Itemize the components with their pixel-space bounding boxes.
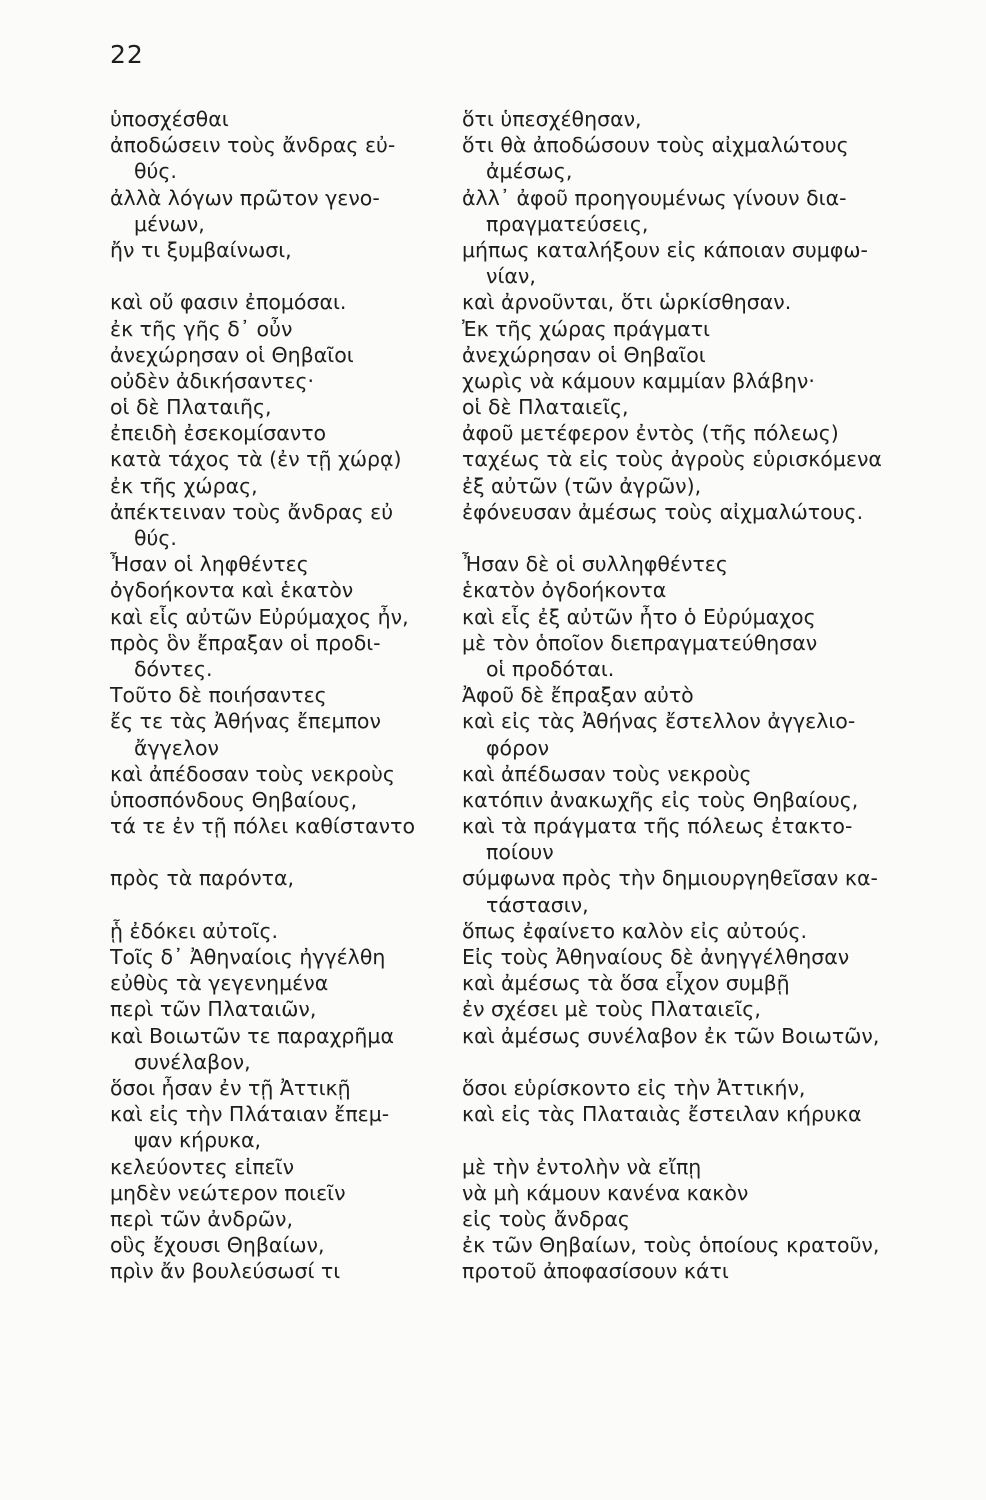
translation-text-line: Εἰς τοὺς Ἀθηναίους δὲ ἀνηγγέλθησαν: [462, 945, 850, 969]
translation-text-line: [462, 525, 962, 551]
translation-text-line: Ἀφοῦ δὲ ἔπραξαν αὐτὸ: [462, 683, 694, 708]
original-text-line: ἤν τι ξυμβαίνωσι,: [110, 237, 292, 262]
translation-text-line: οἱ δὲ Πλαταιεῖς,: [462, 395, 629, 420]
original-text-line: καὶ οὔ φασιν ἐπομόσαι.: [110, 290, 347, 315]
translation-text-line: προτοῦ ἀποφασίσουν κάτι: [462, 1259, 729, 1284]
original-text-line: ὑποσπόνδους Θηβαίους,: [110, 787, 358, 812]
page-number: 22: [110, 40, 144, 69]
original-text-line: πρὶν ἄν βουλεύσωσί τι: [110, 1259, 341, 1284]
original-text-line: ὑποσχέσθαι: [110, 107, 229, 131]
translation-text-line: ἀνεχώρησαν οἱ Θηβαῖοι: [462, 342, 706, 367]
translation-text-line: σύμφωνα πρὸς τὴν δημιουργηθεῖσαν κα-: [462, 866, 878, 891]
original-text-line: μηδὲν νεώτερον ποιεῖν: [110, 1180, 346, 1205]
translation-text-line: [462, 1127, 962, 1153]
original-text-line: ἀποδώσειν τοὺς ἄνδρας εὐ-: [110, 133, 396, 158]
modern-translation-column: [462, 106, 962, 1284]
original-text-line: πρὸς ὃν ἔπραξαν οἱ προδι-: [110, 630, 381, 655]
greek-original-column: [110, 106, 445, 1284]
original-text-line: θύς.: [134, 159, 177, 184]
translation-text-line: Ἦσαν δὲ οἱ συλληφθέντες: [462, 552, 728, 577]
original-text-line: καὶ εἰς τὴν Πλάταιαν ἔπεμ-: [110, 1102, 390, 1127]
translation-text-line: καὶ εἰς τὰς Ἀθήνας ἔστελλον ἀγγελιο-: [462, 709, 856, 734]
original-text-line: ἀλλὰ λόγων πρῶτον γενο-: [110, 185, 380, 210]
original-text-line: κελεύοντες εἰπεῖν: [110, 1154, 295, 1179]
translation-text-line: φόρον: [486, 735, 550, 760]
original-text-line: ᾗ ἐδόκει αὐτοῖς.: [110, 918, 279, 943]
original-text-line: δόντες.: [134, 656, 213, 681]
translation-text-line: ὅπως ἐφαίνετο καλὸν εἰς αὐτούς.: [462, 918, 808, 943]
translation-text-line: Ἐκ τῆς χώρας πράγματι: [462, 316, 710, 341]
original-text-line: ὅσοι ἦσαν ἐν τῇ Ἀττικῇ: [110, 1075, 351, 1100]
original-text-line: ἐκ τῆς γῆς δ᾽ οὖν: [110, 316, 293, 341]
translation-text-line: καὶ εἰς τὰς Πλαταιὰς ἔστειλαν κήρυκα: [462, 1102, 862, 1127]
original-text-line: ψαν κήρυκα,: [134, 1128, 262, 1153]
original-text-line: ἐκ τῆς χώρας,: [110, 473, 258, 498]
translation-text-line: νὰ μὴ κάμουν κανένα κακὸν: [462, 1180, 749, 1205]
original-text-line: ἔς τε τὰς Ἀθήνας ἔπεμπον: [110, 709, 381, 734]
original-text-line: Τοῦτο δὲ ποιήσαντες: [110, 683, 327, 708]
translation-text-line: μὲ τὴν ἐντολὴν νὰ εἴπῃ: [462, 1154, 702, 1179]
original-text-line: κατὰ τάχος τὰ (ἐν τῇ χώρᾳ): [110, 447, 402, 472]
translation-text-line: καὶ ἀμέσως τὰ ὅσα εἶχον συμβῇ: [462, 971, 790, 996]
original-text-line: καὶ ἀπέδοσαν τοὺς νεκροὺς: [110, 761, 395, 786]
translation-text-line: καὶ ἀμέσως συνέλαβον ἐκ τῶν Βοιωτῶν,: [462, 1023, 880, 1048]
original-text-line: εὐθὺς τὰ γεγενημένα: [110, 971, 329, 996]
translation-text-line: οἱ προδόται.: [486, 656, 615, 681]
original-text-line: θύς.: [134, 526, 177, 550]
translation-text-line: κατόπιν ἀνακωχῆς εἰς τοὺς Θηβαίους,: [462, 787, 859, 812]
original-text-line: Ἦσαν οἱ ληφθέντες: [110, 552, 309, 577]
original-text-line: καὶ εἷς αὐτῶν Εὐρύμαχος ἦν,: [110, 604, 409, 629]
translation-text-line: ἐν σχέσει μὲ τοὺς Πλαταιεῖς,: [462, 997, 761, 1022]
original-text-line: οἱ δὲ Πλαταιῆς,: [110, 395, 272, 420]
original-text-line: περὶ τῶν ἀνδρῶν,: [110, 1206, 294, 1231]
translation-text-line: ἐκ τῶν Θηβαίων, τοὺς ὁποίους κρατοῦν,: [462, 1233, 880, 1258]
original-text-line: οὐδὲν ἀδικήσαντες·: [110, 368, 314, 393]
translation-text-line: ποίουν: [486, 840, 554, 865]
original-text-line: [110, 892, 445, 918]
translation-text-line: ἀμέσως,: [486, 159, 573, 184]
translation-text-line: [462, 1049, 962, 1075]
original-text-line: μένων,: [134, 211, 205, 236]
translation-text-line: καὶ ἀπέδωσαν τοὺς νεκροὺς: [462, 761, 752, 786]
translation-text-line: νίαν,: [486, 264, 536, 289]
translation-text-line: καὶ τὰ πράγματα τῆς πόλεως ἐτακτο-: [462, 814, 853, 839]
translation-text-line: εἰς τοὺς ἄνδρας: [462, 1206, 630, 1231]
original-text-line: οὓς ἔχουσι Θηβαίων,: [110, 1233, 325, 1258]
translation-text-line: τάστασιν,: [486, 892, 589, 917]
translation-text-line: ταχέως τὰ εἰς τοὺς ἀγροὺς εὑρισκόμενα: [462, 447, 882, 472]
original-text-line: ἄγγελον: [134, 735, 219, 760]
translation-text-line: ἐφόνευσαν ἀμέσως τοὺς αἰχμαλώτους.: [462, 499, 864, 524]
original-text-line: [110, 263, 445, 289]
original-text-line: ἐπειδὴ ἐσεκομίσαντο: [110, 421, 327, 446]
translation-text-line: μήπως καταλήξουν εἰς κάποιαν συμφω-: [462, 237, 868, 262]
original-text-line: ὀγδοήκοντα καὶ ἑκατὸν: [110, 578, 354, 603]
translation-text-line: ὅτι ὑπεσχέθησαν,: [462, 107, 642, 131]
translation-text-line: ἐξ αὐτῶν (τῶν ἀγρῶν),: [462, 473, 702, 498]
translation-text-line: μὲ τὸν ὁποῖον διεπραγματεύθησαν: [462, 630, 818, 655]
original-text-line: ἀπέκτειναν τοὺς ἄνδρας εὐ: [110, 499, 394, 524]
translation-text-line: πραγματεύσεις,: [486, 211, 649, 236]
translation-text-line: ἀλλ᾽ ἀφοῦ προηγουμένως γίνουν δια-: [462, 185, 847, 210]
translation-text-line: καὶ ἀρνοῦνται, ὅτι ὡρκίσθησαν.: [462, 290, 792, 315]
original-text-line: περὶ τῶν Πλαταιῶν,: [110, 997, 317, 1022]
translation-text-line: καὶ εἷς ἐξ αὐτῶν ἦτο ὁ Εὐρύμαχος: [462, 604, 816, 629]
original-text-line: Τοῖς δ᾽ Ἀθηναίοις ἠγγέλθη: [110, 945, 386, 969]
original-text-line: πρὸς τὰ παρόντα,: [110, 866, 295, 891]
original-text-line: τά τε ἐν τῇ πόλει καθίσταντο: [110, 814, 416, 839]
translation-text-line: ὅτι θὰ ἀποδώσουν τοὺς αἰχμαλώτους: [462, 133, 849, 158]
original-text-line: [110, 839, 445, 865]
original-text-line: ἀνεχώρησαν οἱ Θηβαῖοι: [110, 342, 354, 367]
translation-text-line: ἀφοῦ μετέφερον ἐντὸς (τῆς πόλεως): [462, 421, 839, 446]
translation-text-line: χωρὶς νὰ κάμουν καμμίαν βλάβην·: [462, 368, 815, 393]
translation-text-line: ὅσοι εὑρίσκοντο εἰς τὴν Ἀττικήν,: [462, 1075, 806, 1100]
translation-text-line: ἑκατὸν ὀγδοήκοντα: [462, 578, 667, 603]
original-text-line: καὶ Βοιωτῶν τε παραχρῆμα: [110, 1023, 394, 1048]
original-text-line: συνέλαβον,: [134, 1049, 251, 1074]
